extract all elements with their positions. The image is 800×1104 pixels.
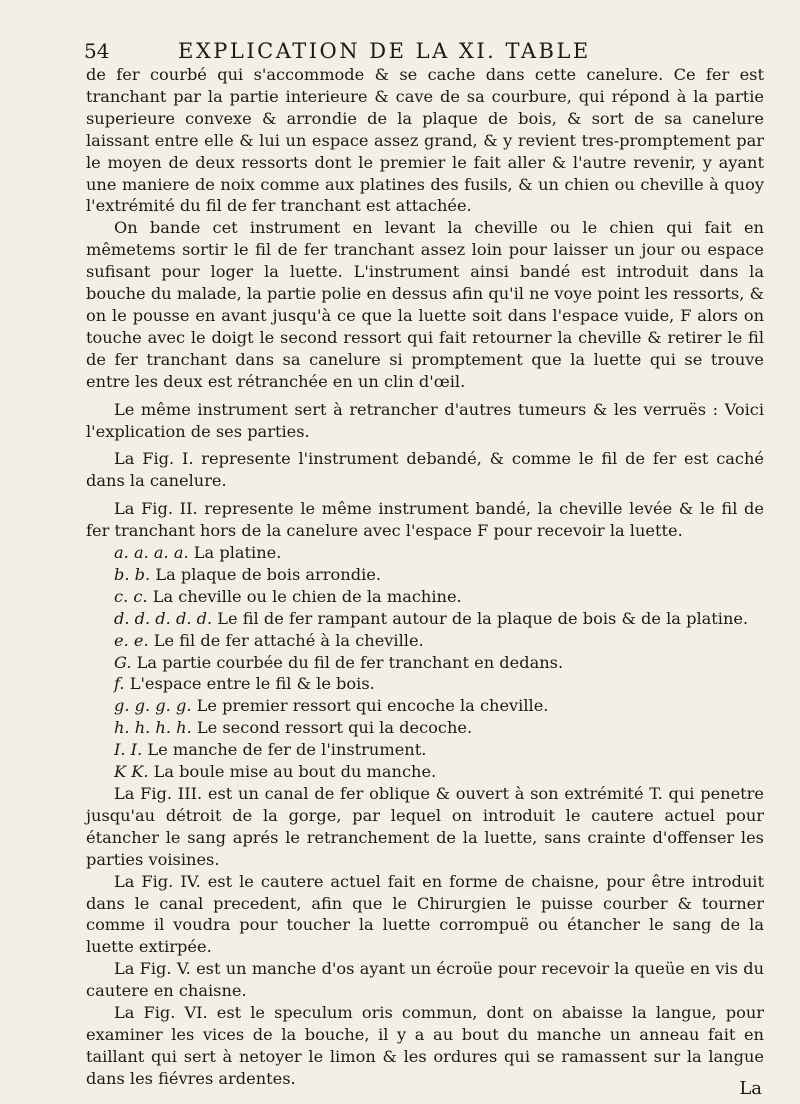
legend-item: [114, 608, 764, 630]
paragraph: La Fig. II. represente le même instrument bandé, la cheville levée & le fil de fer tranchant hors de la canelure avec l'espace F pour recevoir la luette.: [86, 499, 764, 541]
legend-text: La cheville ou le chien de la machine.: [152, 586, 462, 606]
legend-text: La partie courbée du fil de fer tranchant en dedans.: [136, 652, 564, 672]
paragraph: de fer courbé qui s'accommode & se cache dans cette canelure. Ce fer est tranchant par la partie interieure & cave de sa courbure, qui répond à la partie superieure convexe & arrondie de la plaque de bois, & sort de sa canelure laissant entre elle & lui un espace assez grand, & y revient tres-promptement par le moyen de deux ressorts dont le premier le fait aller & l'autre revenir, y ayant une maniere de noix comme aux platines des fusils, & un chien ou cheville à quoy l'extrémité du fil de fer tranchant est attachée.: [86, 65, 764, 216]
legend-item: [114, 761, 764, 783]
legend-key: h. h. h. h.: [114, 718, 192, 738]
legend-text: Le fil de fer rampant autour de la plaque de bois & de la platine.: [217, 608, 749, 628]
legend-text: Le premier ressort qui encoche la cheville.: [196, 696, 549, 716]
legend-item: [114, 739, 764, 761]
legend-key: I. I.: [114, 740, 143, 760]
legend-text: Le second ressort qui la decoche.: [196, 718, 473, 738]
page-header: [86, 38, 764, 64]
body-text: [86, 64, 764, 542]
legend-item: [114, 564, 764, 586]
legend-item: [114, 717, 764, 739]
legend-text: Le fil de fer attaché à la cheville.: [153, 630, 424, 650]
paragraph: La Fig. I. represente l'instrument debandé, & comme le fil de fer est caché dans la canelure.: [86, 449, 764, 491]
legend-text: La boule mise au bout du manche.: [153, 762, 437, 782]
paragraph: La Fig. III. est un canal de fer oblique & ouvert à son extrémité T. qui penetre jusqu'au détroit de la gorge, par lequel on introduit le cautere actuel pour étancher le sang aprés le retranchement de la luette, sans crainte d'offenser les parties voisines.: [86, 784, 764, 869]
legend-key: d. d. d. d. d.: [114, 608, 213, 628]
paragraph: La Fig. IV. est le cautere actuel fait en forme de chaisne, pour être introduit dans le canal precedent, afin que le Chirurgien le puisse courber & tourner comme il voudra pour toucher la luette corrompuë ou étancher le sang de la luette extirpée.: [86, 871, 764, 957]
legend-key: b. b.: [114, 564, 151, 584]
legend-item: [114, 652, 764, 674]
legend-key: c. c.: [114, 586, 148, 606]
page-number: 54: [84, 39, 110, 63]
legend-key: g. g. g. g.: [114, 696, 192, 716]
paragraph: La Fig. V. est un manche d'os ayant un écroüe pour recevoir la queüe en vis du cautere en chaisne.: [86, 959, 764, 1001]
legend-key: a. a. a. a.: [114, 543, 189, 563]
legend-item: [114, 695, 764, 717]
legend-text: L'espace entre le fil & le bois.: [129, 674, 375, 694]
legend-key: G.: [114, 652, 132, 672]
legend-text: La plaque de bois arrondie.: [155, 564, 381, 584]
paragraph: La Fig. VI. est le speculum oris commun, dont on abaisse la langue, pour examiner les vices de la bouche, il y a au bout du manche un anneau fait en taillant qui sert à netoyer le limon & les ordures qui se ramassent sur la langue dans les fiévres ardentes.: [86, 1003, 764, 1088]
legend-item: [114, 586, 764, 608]
legend-text: Le manche de fer de l'instrument.: [147, 740, 427, 760]
legend-key: K K.: [114, 762, 149, 782]
body-text-continued: [86, 783, 764, 1090]
paragraph: Le même instrument sert à retrancher d'autres tumeurs & les verruës : Voici l'explication de ses parties.: [86, 399, 764, 441]
legend-item: [114, 630, 764, 652]
figure-legend: [86, 542, 764, 783]
legend-text: La platine.: [193, 543, 282, 563]
legend-key: f.: [114, 674, 125, 694]
running-head: EXPLICATION DE LA XI. TABLE: [178, 39, 591, 63]
legend-item: [114, 542, 764, 564]
legend-key: e. e.: [114, 630, 149, 650]
legend-item: [114, 673, 764, 695]
paragraph: On bande cet instrument en levant la cheville ou le chien qui fait en mêmetems sortir le fil de fer tranchant assez loin pour laisser un jour ou espace sufisant pour loger la luette. L'instrument ainsi bandé est introduit dans la bouche du malade, la partie polie en dessus afin qu'il ne voye point les ressorts, & on le pousse en avant jusqu'à ce que la luette soit dans l'espace vuide, F alors on touche avec le doigt le second ressort qui fait retourner la cheville & retirer le fil de fer tranchant dans sa canelure si promptement que la luette qui se trouve entre les deux est rétranchée en un clin d'œil.: [86, 218, 764, 391]
catchword: La: [739, 1078, 762, 1099]
